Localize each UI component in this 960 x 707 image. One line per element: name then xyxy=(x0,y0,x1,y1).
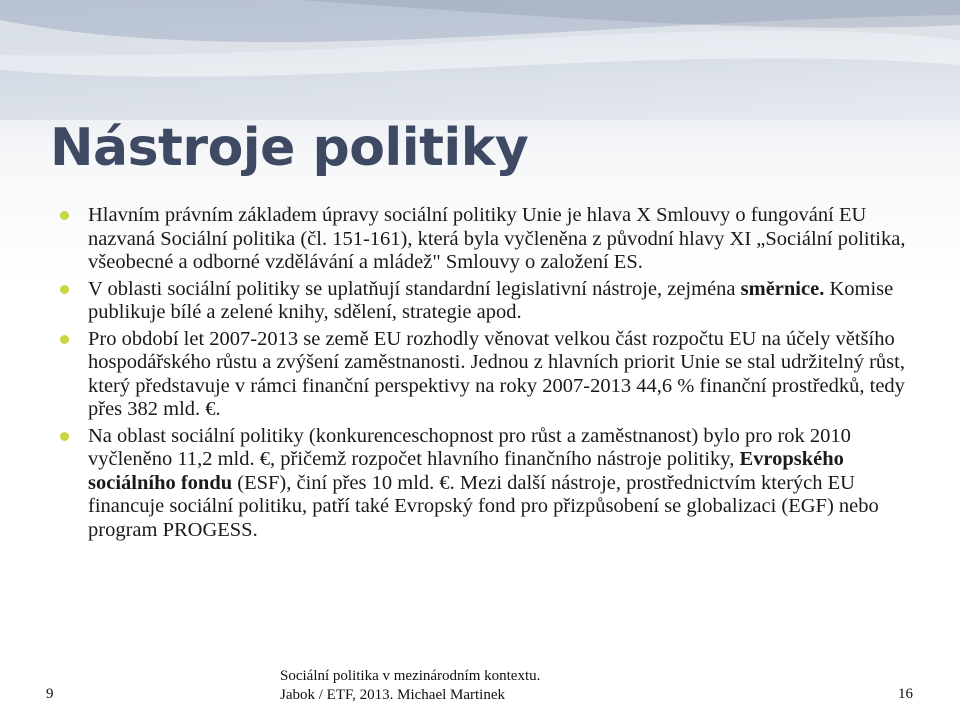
slide-number-left: 9 xyxy=(46,686,54,702)
footer-line-1: Sociální politika v mezinárodním kontextu. xyxy=(280,668,541,684)
footer-text xyxy=(280,667,680,705)
slide-number-right: 16 xyxy=(898,686,913,702)
bullet-item xyxy=(58,204,908,275)
bullet-text: V oblasti sociální politiky se uplatňují standardní legislativní nástroje, zejména xyxy=(88,277,741,300)
bullet-icon xyxy=(60,432,69,441)
bullet-text: Hlavním právním základem úpravy sociální politiky Unie je hlava X Smlouvy o fungování EU nazvaná Sociální politika (čl. 151-161), která byla vyčleněna z původní hlavy XI „Sociální politika, všeobecné a odborné vzdělávání a mládež" Smlouvy o založení ES. xyxy=(88,204,906,273)
bullet-icon xyxy=(60,211,69,220)
bullet-item xyxy=(58,328,908,422)
bullet-text: Pro období let 2007-2013 se země EU rozhodly věnovat velkou část rozpočtu EU na účely většího hospodářského růstu a zvýšení zaměstnanosti. Jednou z hlavních priorit Unie se stal udržitelný růst, který představuje v rámci finanční perspektivy na roky 2007-2013 44,6 % finanční prostředků, tedy přes 382 mld. €. xyxy=(88,327,905,420)
bullet-text: Na oblast sociální politiky (konkurenceschopnost pro růst a zaměstnanost) bylo pro rok 2010 vyčleněno 11,2 mld. €, přičemž rozpočet hlavního finančního nástroje politiky, xyxy=(88,424,851,470)
bullet-item xyxy=(58,278,908,325)
bullet-icon xyxy=(60,335,69,344)
bullet-text: Komise publikuje bílé a zelené knihy, sdělení, strategie apod. xyxy=(88,277,894,323)
bullet-icon xyxy=(60,285,69,294)
bullet-item xyxy=(58,425,908,543)
page-title: Nástroje politiky xyxy=(50,118,529,178)
header-decoration xyxy=(0,0,960,120)
bullet-emphasis: Evropského sociálního fondu xyxy=(88,448,844,494)
bullet-list xyxy=(58,204,908,545)
footer-line-2: Jabok / ETF, 2013. Michael Martinek xyxy=(280,687,506,703)
bullet-emphasis: směrnice. xyxy=(740,277,825,300)
bullet-text: (ESF), činí přes 10 mld. €. Mezi další nástroje, prostřednictvím kterých EU financuje sociální politiku, patří také Evropský fond pro přizpůsobení se globalizaci (EGF) nebo program PROGESS. xyxy=(88,471,879,541)
